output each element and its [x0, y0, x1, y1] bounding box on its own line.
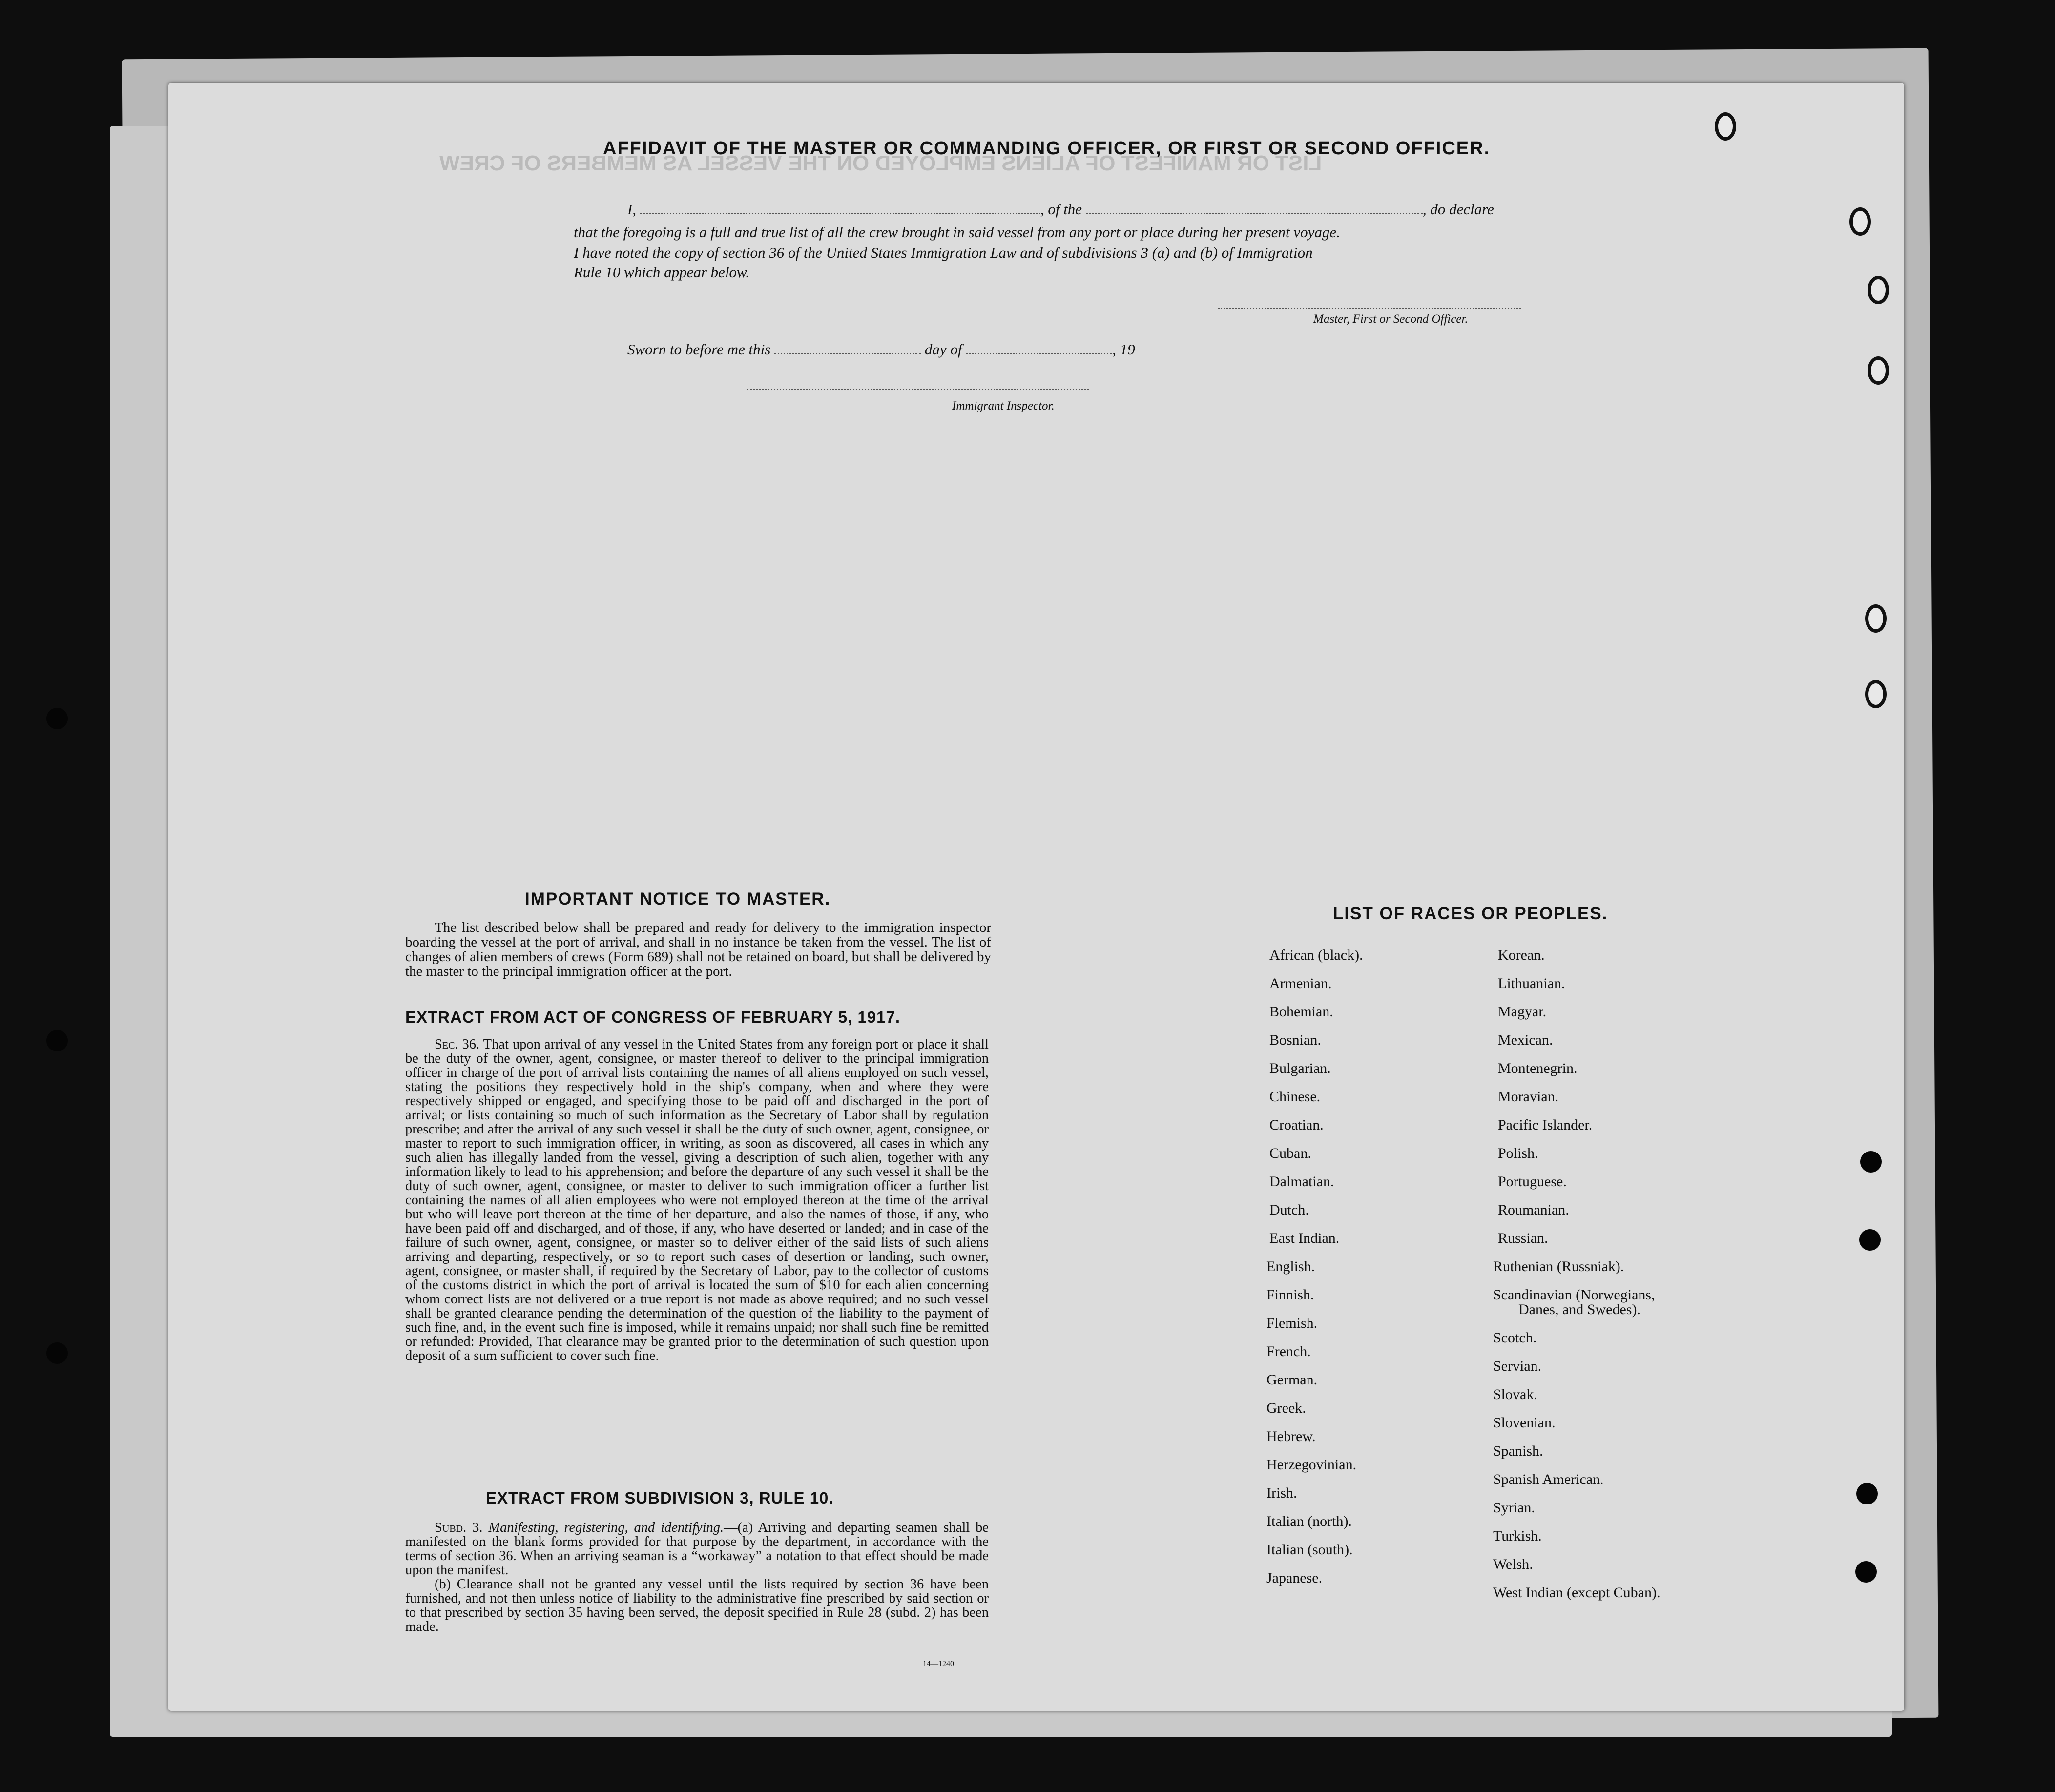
- binder-hole: [1860, 1151, 1882, 1173]
- day-of-text: day of: [924, 341, 962, 358]
- punch-ring: [1715, 112, 1736, 141]
- affidavit-of-the: , of the: [1040, 201, 1082, 218]
- subd-heading: Manifesting, registering, and identifying.: [488, 1520, 724, 1535]
- race-item: Herzegovinian.: [1266, 1457, 1357, 1473]
- race-item: Japanese.: [1266, 1570, 1323, 1586]
- race-item: Finnish.: [1266, 1287, 1314, 1303]
- race-item: Danes, and Swedes).: [1518, 1301, 1640, 1318]
- notice-paragraph: The list described below shall be prepared and ready for delivery to the immigration inspector boarding the vessel at the port of arrival, and shall in no instance be taken from the vessel. The list of changes of alien members of crews (Form 689) shall not be retained on board, but shall be delivered by the master to the principal immigration officer at the port.: [405, 920, 991, 979]
- notice-title: IMPORTANT NOTICE TO MASTER.: [525, 889, 831, 908]
- race-item: Croatian.: [1269, 1117, 1324, 1133]
- section-36-text: That upon arrival of any vessel in the United States from any foreign port or place it shall be the duty of the owner, agent, consignee, or master thereof to deliver to the principal immigration officer in charge of the port of arrival lists containing the names of all aliens employed on such vessel, stating the positions they respectively hold in the ship's company, when and where they were respectively shipped or engaged, and specifying those to be paid off and discharged in the port of arrival; or lists containing so much of such information as the Secretary of Labor shall by regulation prescribe; and after the arrival of any such vessel it shall be the duty of such owner, agent, consignee, or master to report to such immigration officer, in writing, as soon as discovered, all cases in which any such alien has illegally landed from the vessel, giving a description of such alien, together with any information likely to lead to his apprehension; and before the departure of any such vessel it shall be the duty of such owner, agent, consignee, or master to deliver to such immigration officer a further list containing the names of all alien employees who were not employed thereon at the time of the arrival but who will leave port thereon at the time of her departure, and also the names of those, if any, who have been paid off and discharged, and of those, if any, who have deserted or landed; and in case of the failure of such owner, agent, consignee, or master so to deliver either of the said lists of such aliens arriving and departing, respectively, or so to report such cases of desertion or landing, such owner, agent, consignee, or master shall, if required by the Secretary of Labor, pay to the collector of customs of the customs district in which the port of arrival is located the sum of $10 for each alien concerning whom correct lists are not delivered or a true report is not made as above required; and no such vessel shall be granted clearance pending the determination of the question of the liability to the payment of such fine, and, in the event such fine is imposed, while it remains unpaid; nor shall such fine be remitted or refunded: Provided, That clearance may be granted prior to the determination of such question upon deposit of a sum sufficient to cover such fine.: [405, 1037, 989, 1363]
- affidavit-i: I,: [627, 201, 637, 218]
- race-item: Greek.: [1266, 1400, 1306, 1416]
- master-name-field[interactable]: [640, 200, 1040, 214]
- race-item: Scandinavian (Norwegians,: [1493, 1287, 1655, 1303]
- race-item: Bosnian.: [1269, 1032, 1321, 1048]
- punch-ring: [1868, 276, 1889, 304]
- affidavit-title: AFFIDAVIT OF THE MASTER OR COMMANDING OFFICER, OR FIRST OR SECOND OFFICER.: [603, 138, 1491, 159]
- race-item: German.: [1266, 1372, 1318, 1388]
- race-item: East Indian.: [1269, 1230, 1340, 1246]
- extract-act-body: [405, 1037, 989, 1363]
- race-item: Korean.: [1498, 947, 1545, 963]
- race-item: Roumanian.: [1498, 1202, 1569, 1218]
- punch-ring: [1865, 680, 1887, 708]
- race-item: Dutch.: [1269, 1202, 1309, 1218]
- race-item: Slovak.: [1493, 1386, 1537, 1402]
- race-item: Irish.: [1266, 1485, 1297, 1501]
- race-item: Dalmatian.: [1269, 1174, 1334, 1190]
- race-item: English.: [1266, 1258, 1315, 1275]
- master-signature-label: Master, First or Second Officer.: [1313, 312, 1468, 326]
- extract-rule-title: EXTRACT FROM SUBDIVISION 3, RULE 10.: [486, 1489, 834, 1507]
- race-item: Hebrew.: [1266, 1428, 1316, 1444]
- race-item: Flemish.: [1266, 1315, 1318, 1331]
- manifest-page: [168, 83, 1904, 1711]
- affidavit-line-1: [627, 200, 1494, 218]
- race-item: Turkish.: [1493, 1528, 1542, 1544]
- race-item: Russian.: [1498, 1230, 1548, 1246]
- affidavit-line-4: Rule 10 which appear below.: [574, 264, 750, 281]
- race-item: Magyar.: [1498, 1004, 1547, 1020]
- bleed-through-heading: LIST OR MANIFEST OF ALIENS EMPLOYED ON THE VESSEL AS MEMBERS OF CREW: [439, 151, 1322, 175]
- race-item: Cuban.: [1269, 1145, 1311, 1161]
- binder-hole: [1855, 1561, 1877, 1583]
- vessel-name-field[interactable]: [1086, 200, 1423, 214]
- affidavit-line-3: I have noted the copy of section 36 of the United States Immigration Law and of subdivisions 3 (a) and (b) of Immigration: [574, 244, 1313, 261]
- race-item: Polish.: [1498, 1145, 1538, 1161]
- inspector-signature-field[interactable]: [747, 376, 1089, 390]
- race-item: French.: [1266, 1343, 1311, 1359]
- inspector-label: Immigrant Inspector.: [952, 399, 1055, 412]
- race-item: West Indian (except Cuban).: [1493, 1585, 1661, 1601]
- race-item: Pacific Islander.: [1498, 1117, 1593, 1133]
- race-item: Scotch.: [1493, 1330, 1537, 1346]
- punch-ring: [1868, 356, 1889, 385]
- race-item: Welsh.: [1493, 1556, 1533, 1572]
- race-item: Italian (north).: [1266, 1513, 1352, 1529]
- paragraph-b: (b) Clearance shall not be granted any vessel until the lists required by section 36 have been furnished, and not then unless notice of liability to the administrative fine prescribed by said section or to that prescribed by section 35 having been served, the deposit specified in Rule 28 (subd. 2) has been made.: [405, 1577, 989, 1634]
- affidavit-line-2: that the foregoing is a full and true list of all the crew brought in said vessel from any port or place during her present voyage.: [574, 224, 1340, 241]
- affidavit-declare: , do declare: [1422, 201, 1494, 218]
- punch-ring: [1849, 207, 1871, 236]
- race-item: Armenian.: [1269, 975, 1332, 991]
- race-item: Mexican.: [1498, 1032, 1553, 1048]
- sworn-day-field[interactable]: [774, 340, 921, 354]
- paragraph-a: —(a) Arriving and departing seamen shall be manifested on the blank forms provided for that purpose by the department, in accordance with the terms of section 36. When an arriving seaman is a “workaway” a notation to that effect should be made upon the manifest.: [405, 1520, 989, 1578]
- notice-body: [405, 920, 991, 979]
- extract-rule-body: [405, 1521, 989, 1634]
- extract-act-title: EXTRACT FROM ACT OF CONGRESS OF FEBRUARY 5, 1917.: [405, 1008, 901, 1026]
- race-item: Portuguese.: [1498, 1174, 1567, 1190]
- form-number: 14—1240: [923, 1660, 954, 1668]
- sworn-month-field[interactable]: [966, 340, 1112, 354]
- sworn-text: Sworn to before me this: [627, 341, 771, 358]
- race-item: Moravian.: [1498, 1089, 1559, 1105]
- race-item: Spanish American.: [1493, 1471, 1604, 1487]
- race-item: Bulgarian.: [1269, 1060, 1331, 1076]
- race-item: Ruthenian (Russniak).: [1493, 1258, 1624, 1275]
- race-item: Chinese.: [1269, 1089, 1321, 1105]
- race-item: Bohemian.: [1269, 1004, 1333, 1020]
- race-item: Italian (south).: [1266, 1542, 1353, 1558]
- race-item: Lithuanian.: [1498, 975, 1565, 991]
- race-item: Syrian.: [1493, 1500, 1535, 1516]
- races-title: LIST OF RACES OR PEOPLES.: [1333, 904, 1608, 923]
- binder-hole: [46, 708, 68, 729]
- sworn-line: [627, 340, 1135, 358]
- punch-ring: [1865, 604, 1887, 633]
- binder-hole: [46, 1342, 68, 1364]
- binder-hole: [1859, 1229, 1881, 1251]
- binder-hole: [46, 1030, 68, 1051]
- race-item: Servian.: [1493, 1358, 1542, 1374]
- section-label: Sec. 36.: [435, 1037, 480, 1052]
- race-item: Slovenian.: [1493, 1415, 1556, 1431]
- race-item: African (black).: [1269, 947, 1363, 963]
- master-signature-field[interactable]: [1218, 295, 1521, 309]
- subd-label: Subd. 3.: [435, 1520, 483, 1535]
- binder-hole: [1856, 1483, 1878, 1504]
- year-prefix: , 19: [1112, 341, 1135, 358]
- race-item: Spanish.: [1493, 1443, 1543, 1459]
- race-item: Montenegrin.: [1498, 1060, 1578, 1076]
